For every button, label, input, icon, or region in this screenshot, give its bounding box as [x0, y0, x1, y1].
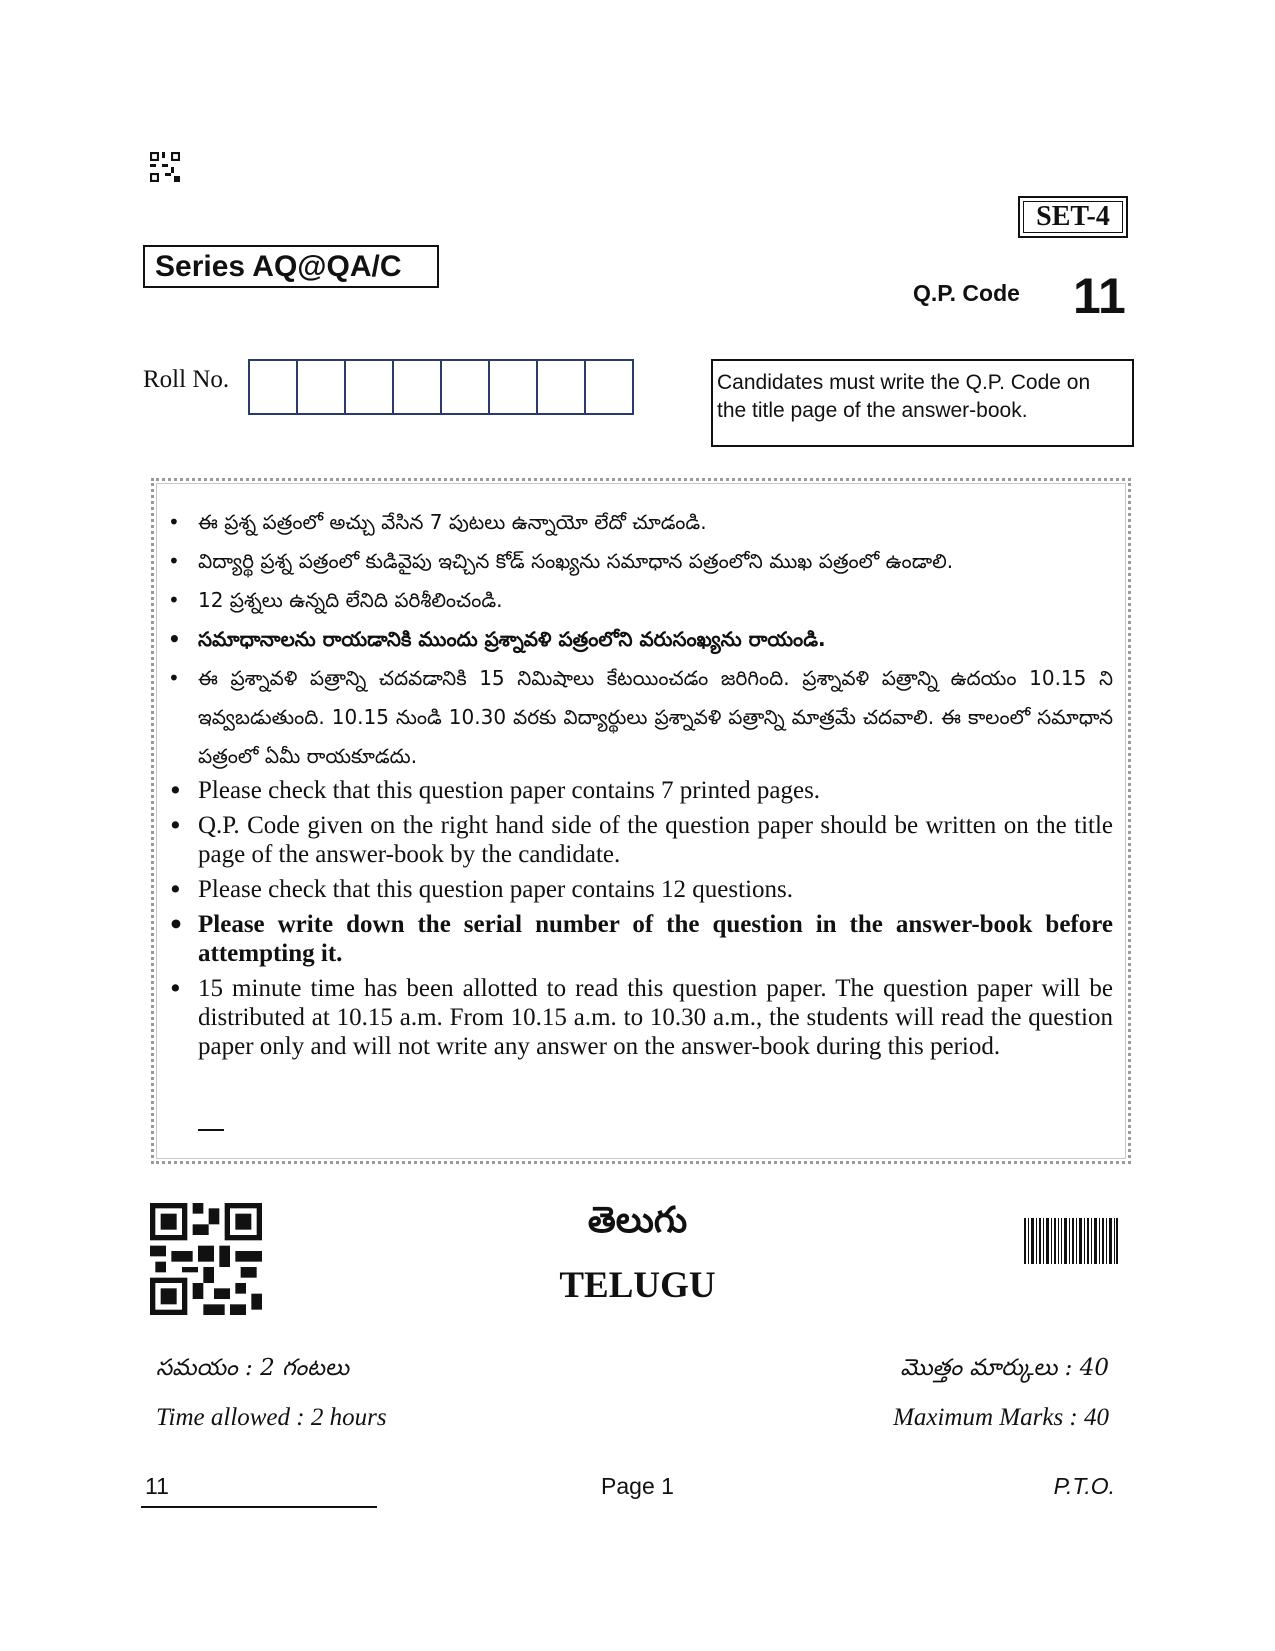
set-label: SET-4: [1018, 196, 1128, 238]
instruction-en-5: • 15 minute time has been allotted to read this question paper. The question paper will be distributed at 10.15 a.m. From 10.15 a.m. to 10.30 a.m., the students will read the question paper only and will not write any answer on the answer-book during this period.: [198, 974, 1113, 1061]
instruction-en-1: • Please check that this question paper contains 7 printed pages.: [198, 776, 1113, 805]
instruction-te-2: • విద్యార్థి ప్రశ్న పత్రంలో కుడివైపు ఇచ్చిన కోడ్ సంఖ్యను సమాధాన పత్రంలోని ముఖ పత్రంలో ఉండాలి.: [198, 542, 1113, 581]
roll-number-boxes[interactable]: [248, 359, 632, 417]
qp-code-label: Q.P. Code: [913, 280, 1020, 306]
instructions-list: [198, 503, 1113, 1067]
candidate-note-line: the title page of the answer-book.: [717, 399, 1028, 422]
end-dash: [198, 1129, 224, 1131]
instruction-en-4: • Please write down the serial number of the question in the answer-book before attempting it.: [198, 910, 1113, 968]
instruction-te-3: • 12 ప్రశ్నలు ఉన్నది లేనిది పరిశీలించండి.: [198, 581, 1113, 620]
footer-code: 11: [145, 1473, 169, 1499]
footer-page-number: Page 1: [601, 1473, 674, 1499]
roll-number-cell[interactable]: [536, 359, 586, 415]
roll-number-cell[interactable]: [488, 359, 538, 415]
candidate-note-line: Candidates must write the Q.P. Code on: [717, 371, 1091, 394]
qp-code-value: 11: [1073, 268, 1126, 324]
barcode-icon: [1024, 1218, 1118, 1264]
max-marks-telugu: మొత్తం మార్కులు : 40: [900, 1355, 1109, 1381]
roll-number-cell[interactable]: [344, 359, 394, 415]
roll-number-cell[interactable]: [248, 359, 298, 415]
time-allowed-english: Time allowed : 2 hours: [156, 1404, 387, 1431]
footer-rule: [141, 1506, 377, 1508]
instruction-en-2: • Q.P. Code given on the right hand side of the question paper should be written on the title page of the answer-book by the candidate.: [198, 811, 1113, 869]
instructions-box: [151, 478, 1131, 1164]
instruction-te-1: • ఈ ప్రశ్న పత్రంలో అచ్చు వేసిన 7 పుటలు ఉన్నాయో లేదో చూడండి.: [198, 503, 1113, 542]
small-qr-code-icon: [150, 152, 180, 182]
roll-number-cell[interactable]: [392, 359, 442, 415]
subject-title-english: TELUGU: [559, 1265, 716, 1306]
subject-title-telugu: తెలుగు: [587, 1200, 688, 1241]
candidate-note-box: [711, 359, 1134, 447]
instruction-te-5: • ఈ ప్రశ్నావళి పత్రాన్ని చదవడానికి 15 నిమిషాలు కేటయించడం జరిగింది. ప్రశ్నావళి పత్రాన్ని ఉదయం 10.15 ని ఇవ్వబడుతుంది. 10.15 నుండి 10.30 వరకు విద్యార్థులు ప్రశ్నావళి పత్రాన్ని మాత్రమే చదవాలి. ఈ కాలంలో సమాధాన పత్రంలో ఏమీ రాయకూడదు.: [198, 659, 1113, 776]
roll-number-cell[interactable]: [584, 359, 634, 415]
time-allowed-telugu: సమయం : 2 గంటలు: [156, 1355, 350, 1381]
instruction-en-3: • Please check that this question paper contains 12 questions.: [198, 875, 1113, 904]
max-marks-english: Maximum Marks : 40: [893, 1404, 1109, 1431]
series-label: Series AQ@QA/C: [143, 245, 439, 288]
roll-number-label: Roll No.: [143, 366, 230, 393]
instruction-te-4: • సమాధానాలను రాయడానికి ముందు ప్రశ్నావళి పత్రంలోని వరుసంఖ్యను రాయండి.: [198, 620, 1113, 659]
footer-pto: P.T.O.: [1053, 1473, 1115, 1499]
roll-number-cell[interactable]: [296, 359, 346, 415]
roll-number-cell[interactable]: [440, 359, 490, 415]
